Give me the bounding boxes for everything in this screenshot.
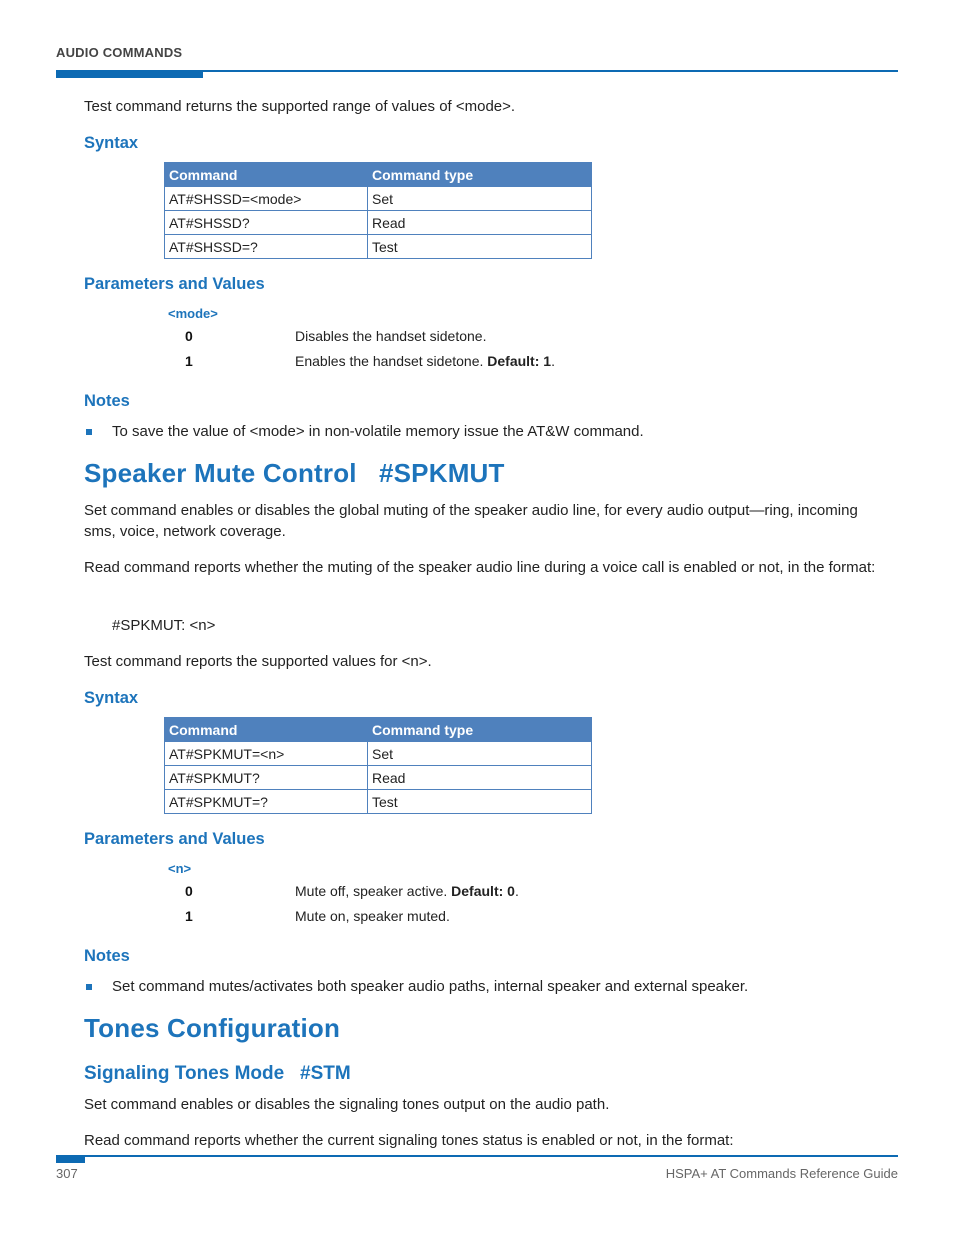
default-label: Default: 0 [451, 883, 515, 899]
table-row [165, 235, 592, 259]
table-cell: AT#SHSSD=<mode> [165, 187, 368, 211]
table-header-row [165, 163, 592, 187]
table-cell: Set [368, 742, 592, 766]
table-cell: AT#SHSSD=? [165, 235, 368, 259]
intro-text: Test command returns the supported range of values of <mode>. [84, 98, 516, 115]
param-value: 1 [185, 908, 193, 924]
column-header: Command type [368, 718, 592, 742]
syntax-heading: Syntax [84, 689, 139, 707]
paragraph: Read command reports whether the current signaling tones status is enabled or not, in the format: [84, 1132, 734, 1149]
paragraph: Set command enables or disables the signaling tones output on the audio path. [84, 1096, 610, 1113]
param-description: Mute off, speaker active. Default: 0. [295, 883, 519, 899]
subsection-title: Signaling Tones Mode #STM [84, 1063, 351, 1084]
table-cell: Test [368, 235, 592, 259]
params-heading: Parameters and Values [84, 275, 265, 293]
param-value: 0 [185, 883, 193, 899]
footer-rule-accent [56, 1156, 85, 1163]
paragraph: Read command reports whether the muting of the speaker audio line during a voice call is enabled or not, in the format: [84, 559, 876, 576]
syntax-heading: Syntax [84, 134, 139, 152]
header-rule [56, 70, 898, 72]
param-value: 1 [185, 353, 193, 369]
param-name: <mode> [168, 306, 218, 321]
table-row [165, 211, 592, 235]
column-header: Command [165, 718, 368, 742]
note-text: Set command mutes/activates both speaker audio paths, internal speaker and external speaker. [112, 978, 749, 995]
table-row [165, 187, 592, 211]
table-row [165, 766, 592, 790]
spkmut-syntax-table [164, 717, 592, 814]
param-description: Disables the handset sidetone. [295, 328, 487, 344]
document-title: HSPA+ AT Commands Reference Guide [665, 1166, 898, 1181]
params-heading: Parameters and Values [84, 830, 265, 848]
notes-heading: Notes [84, 947, 130, 965]
bullet-icon [86, 429, 92, 435]
notes-heading: Notes [84, 392, 130, 410]
table-cell: AT#SPKMUT=? [165, 790, 368, 814]
format-line: #SPKMUT: <n> [112, 617, 216, 634]
shssd-syntax-table [164, 162, 592, 259]
table-header-row [165, 718, 592, 742]
param-description: Enables the handset sidetone. Default: 1. [295, 353, 555, 369]
param-name: <n> [168, 861, 192, 876]
paragraph: Set command enables or disables the global muting of the speaker audio line, for every audio output—ring, incoming sms, voice, network coverage. [84, 502, 858, 540]
section-header: AUDIO COMMANDS [56, 45, 183, 60]
table-cell: Test [368, 790, 592, 814]
table-cell: AT#SPKMUT=<n> [165, 742, 368, 766]
section-title: Tones Configuration [84, 1013, 341, 1043]
paragraph: Test command reports the supported values for <n>. [84, 653, 432, 670]
column-header: Command [165, 163, 368, 187]
param-description: Mute on, speaker muted. [295, 908, 450, 924]
section-title: Speaker Mute Control #SPKMUT [84, 458, 505, 488]
note-text: To save the value of <mode> in non-volatile memory issue the AT&W command. [112, 423, 644, 440]
table-row [165, 790, 592, 814]
bullet-icon [86, 984, 92, 990]
default-label: Default: 1 [487, 353, 552, 369]
table-cell: Read [368, 766, 592, 790]
param-value: 0 [185, 328, 193, 344]
column-header: Command type [368, 163, 592, 187]
table-cell: Set [368, 187, 592, 211]
header-rule-accent [56, 71, 203, 78]
table-cell: Read [368, 211, 592, 235]
page-number: 307 [56, 1166, 78, 1181]
table-row [165, 742, 592, 766]
footer-rule [56, 1155, 898, 1157]
table-cell: AT#SPKMUT? [165, 766, 368, 790]
table-cell: AT#SHSSD? [165, 211, 368, 235]
